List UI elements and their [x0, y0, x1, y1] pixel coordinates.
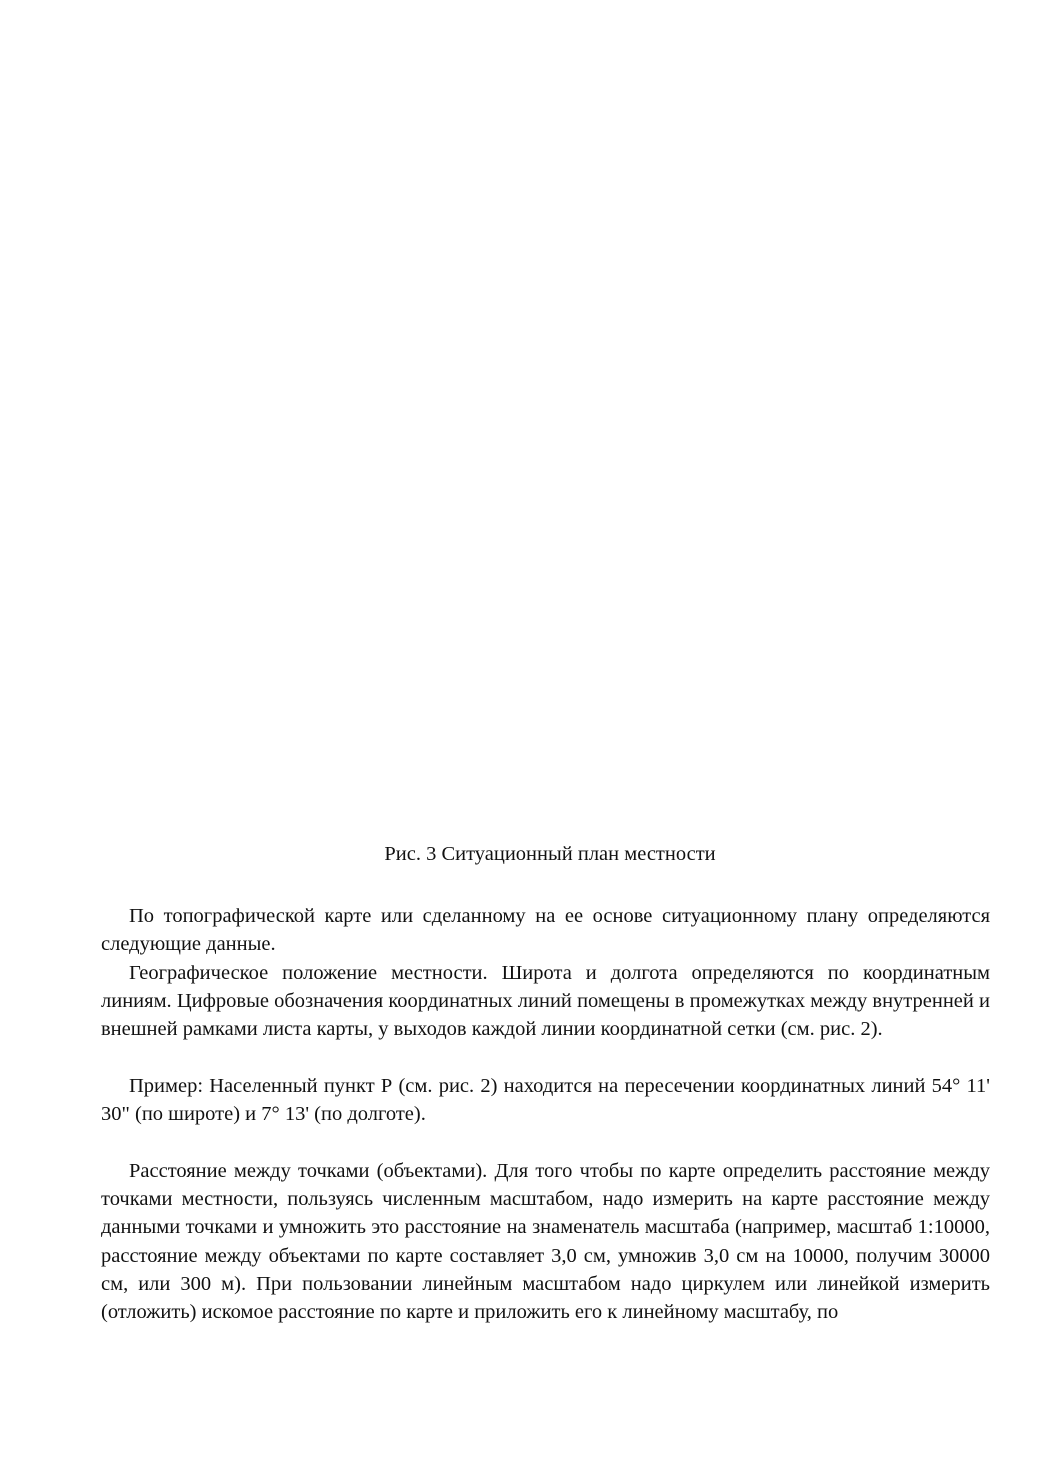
paragraph: Расстояние между точками (объектами). Для того чтобы по карте определить расстояние между точками местности, пользуясь численным масштабом, надо измерить на карте расстояние между данными точками и умножить это расстояние на знаменатель масштаба (например, масштаб 1:10000, расстояние между объектами по карте составляет 3,0 см, умножив 3,0 см на 10000, получим 30000 см, или 300 м). При пользовании линейным масштабом надо циркулем или линейкой измерить (отложить) искомое расстояние по карте и приложить его к линейному масштабу, по	[101, 1159, 990, 1324]
paragraph: Пример: Населенный пункт Р (см. рис. 2) находится на пересечении координатных линий 54° 11' 30" (по широте) и 7° 13' (по долготе).	[101, 1074, 990, 1126]
figure-caption: Рис. 3 Ситуационный план местности	[384, 843, 716, 865]
body-text	[101, 902, 990, 1326]
paragraph: Географическое положение местности. Широта и долгота определяются по координатным линиям. Цифровые обозначения координатных линий помещены в промежутках между внутренней и внешней рамками листа карты, у выходов каждой линии координатной сетки (см. рис. 2).	[101, 961, 990, 1041]
figure-placeholder	[100, 40, 990, 830]
paragraph: По топографической карте или сделанному на ее основе ситуационному плану определяются следующие данные.	[101, 905, 990, 956]
